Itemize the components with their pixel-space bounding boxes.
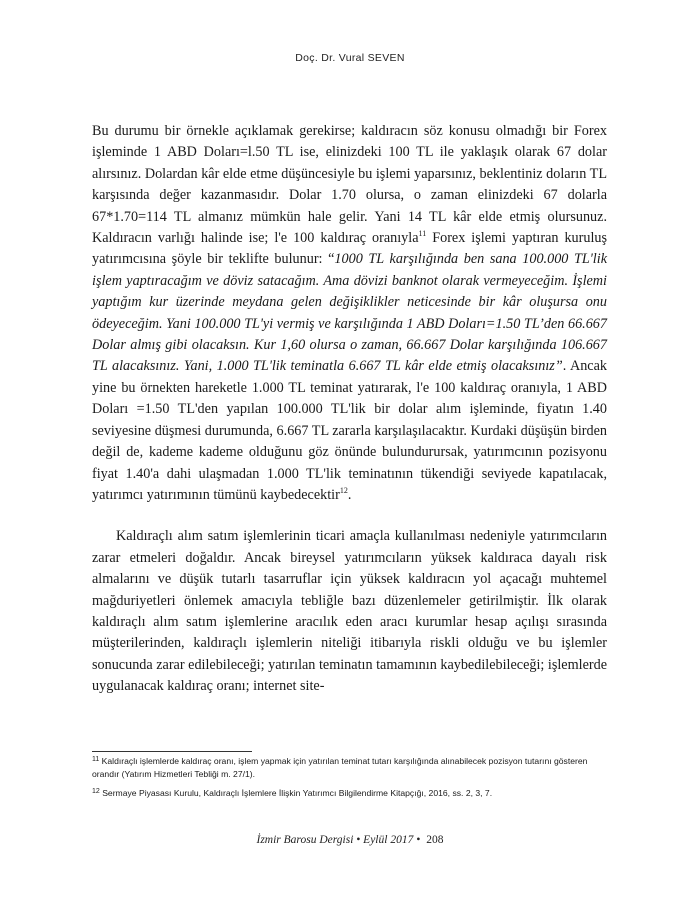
page-number: 208: [426, 834, 444, 846]
footnote-12-text: Sermaye Piyasası Kurulu, Kaldıraçlı İşlemlere İlişkin Yatırımcı Bilgilendirme Kitapçığı, 2016, ss. 2, 3, 7.: [102, 788, 493, 799]
author-name: Doç. Dr. Vural SEVEN: [295, 52, 405, 64]
footnote-12: [92, 787, 607, 800]
footnote-12-number: 12: [92, 788, 100, 796]
footnote-11: [92, 755, 607, 781]
footnote-ref: 11: [418, 229, 427, 239]
paragraph-text-run: Bu durumu bir örnekle açıklamak gerekirse; kaldıracın söz konusu olmadığı bir Forex işleminde 1 ABD Doları=l.50 TL ise, elinizdeki 100 TL ile yaklaşık olarak 67 dolar alırsınız. Dolardan kâr elde etme düşüncesiyle bu işlemi yaparsınız, beklentiniz doların TL karşısında değer kazanmasıdır. Dolar 1.70 olursa, o zaman elinizdeki 67 dolarla 67*1.70=114 TL almanız mümkün hale gelir. Yani 14 TL kâr elde etmiş olursunuz. Kaldıracın varlığı halinde ise; l'e 100 kaldıraç oranıyla: [92, 123, 607, 247]
footnote-11-text: Kaldıraçlı işlemlerde kaldıraç oranı, işlem yapmak için yatırılan teminat tutarı karşılığında alınabilecek pozisyon tutarını gösteren orandır (Yatırım Hizmetleri Tebliği m. 27/1).: [92, 756, 588, 780]
paragraph-1: [92, 121, 607, 506]
footnote-divider: [92, 751, 252, 752]
journal-name: İzmir Barosu Dergisi • Eylül 2017 •: [256, 834, 421, 846]
footnote-11-number: 11: [92, 756, 100, 763]
page-footer: [0, 834, 700, 846]
main-text: [92, 121, 607, 698]
paragraph-text-run: .: [347, 486, 352, 503]
paragraph-text-run: . Ancak yine bu örnekten hareketle 1.000 TL teminat yatırarak, l'e 100 kaldıraç oranıyla, 1 ABD Doları =1.50 TL'den yapılan 100.000 TL'lik bir dolar alım işleminde, fiyatın 1.40 seviyesine düşmesi durumunda, 6.667 TL zararla karşılaşılacaktır. Kurdaki düşüşün birden değil de, kademe kademe olduğunu göz önünde bulundurursak, yatırımcının pozisyonu fiyat 1.40'a dahi ulaşmadan 1.000 TL'lik teminatının tükendiği seviyede kapatılacak, yatırımcı yatırımının tümünü kaybedecektir: [92, 358, 607, 503]
paragraph-2: Kaldıraçlı alım satım işlemlerinin ticari amaçla kullanılması nedeniyle yatırımcıların zarar etmeleri doğaldır. Ancak bireysel yatırımcıların yüksek kaldıraca dayalı risk almalarını ve düşük tutarlı tasarruflar için yüksek kaldıracın yol açacağı muhtemel mağduriyetleri önlemek amacıyla tebliğle bazı düzenlemeler getirilmiştir. İlk olarak kaldıraçlı alım satım işlemlerine aracılık eden aracı kurumlar hesap açılışı sırasında müşterilerinden, kaldıraçlı işlemlerin niteliği itibarıyla riskli olduğu ve bu işlemler sonucunda zarar edilebileceği; yatırılan teminatın tamamının kaybedilebileceği; işlemlerde uygulanacak kaldıraç oranı; internet site-: [92, 528, 607, 695]
quoted-example-text: 1000 TL karşılığında ben sana 100.000 TL'lik işlem yaptıracağım ve döviz satacağım. Ama dövizi banknot olarak vermeyeceğim. İşlemi yaptığım kur üzerinde meydana gelen değişiklikler neticesinde bir kâr oluşursa onu ödeyeceğim. Yani 100.000 TL'yi vermiş ve karşılığında 1 ABD Doları=1.50 TL’den 66.667 Dolar almış gibi olacaksın. Kur 1,60 olursa o zaman, 66.667 Dolar karşılığında 106.667 TL alacaksınız. Yani, 1.000 TL'lik teminatla 6.667 TL kâr elde etmiş olacaksınız”: [92, 251, 607, 375]
footnote-ref: 12: [339, 485, 348, 495]
paragraph-text-run: Forex işlemi yaptıran kuruluş yatırımcısına şöyle bir teklifte bulunur: “: [92, 230, 608, 268]
footnotes: [92, 755, 607, 807]
running-header: [0, 52, 700, 64]
